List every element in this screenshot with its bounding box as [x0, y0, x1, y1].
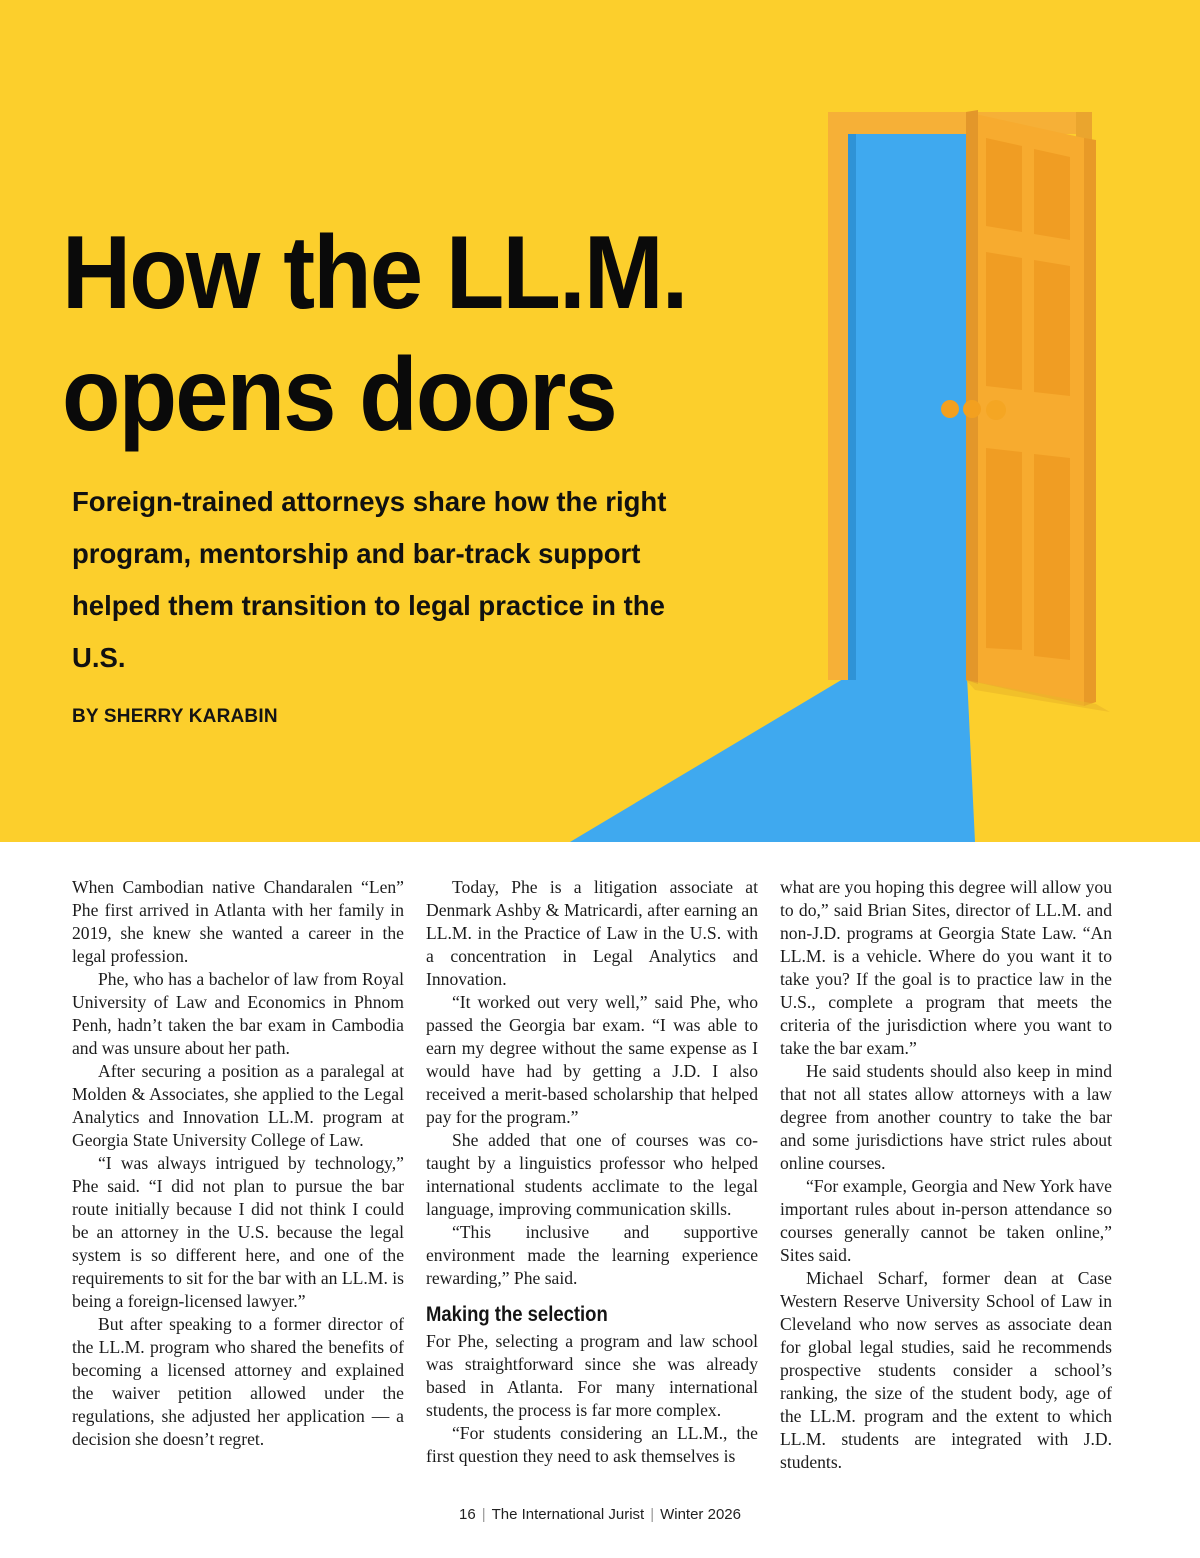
article-column-1	[72, 876, 404, 1451]
headline	[62, 212, 743, 456]
paragraph: Phe, who has a bachelor of law from Royal University of Law and Economics in Phnom Penh, hadn’t taken the bar exam in Cambodia and was unsure about her path.	[72, 969, 404, 1058]
footer-divider: |	[481, 1506, 486, 1523]
footer-divider: |	[650, 1506, 655, 1523]
paragraph: “This inclusive and supportive environment made the learning experience rewarding,” Phe said.	[426, 1222, 758, 1288]
section-subhead: Making the selection	[426, 1303, 608, 1326]
article-column-3	[780, 876, 1112, 1474]
paragraph: Michael Scharf, former dean at Case Western Reserve University School of Law in Cleveland who now serves as associate dean for global legal studies, said he recommends prospective students consider a school’s ranking, the size of the student body, age of the LL.M. program and the extent to which LL.M. students are integrated with J.D. students.	[780, 1268, 1112, 1472]
paragraph: “For students considering an LL.M., the first question they need to ask themselves is	[426, 1423, 758, 1466]
page-footer	[0, 1506, 1200, 1523]
paragraph: But after speaking to a former director of the LL.M. program who shared the benefits of becoming a licensed attorney and explained the waiver petition allowed under the regulations, she adjusted her application — a decision she doesn’t regret.	[72, 1314, 404, 1449]
headline-line-2: opens doors	[62, 337, 616, 453]
byline: BY SHERRY KARABIN	[72, 706, 278, 727]
paragraph: She added that one of courses was co-taught by a linguistics professor who helped international students acclimate to the legal language, improving communication skills.	[426, 1130, 758, 1219]
paragraph: For Phe, selecting a program and law school was straightforward since she was already based in Atlanta. For many international students, the process is far more complex.	[426, 1331, 758, 1420]
issue-date: Winter 2026	[660, 1506, 741, 1523]
page-number: 16	[459, 1506, 476, 1523]
paragraph: “I was always intrigued by technology,” Phe said. “I did not plan to pursue the bar route initially because I did not think I could be an attorney in the U.S. because the legal system is so different here, and one of the requirements to sit for the bar with an LL.M. is being a foreign-licensed lawyer.”	[72, 1153, 404, 1311]
paragraph: He said students should also keep in mind that not all states allow attorneys with a law degree from another country to take the bar and some jurisdictions have strict rules about online courses.	[780, 1061, 1112, 1173]
paragraph: Today, Phe is a litigation associate at Denmark Ashby & Matricardi, after earning an LL.M. in the Practice of Law in the U.S. with a concentration in Legal Analytics and Innovation.	[426, 877, 758, 989]
paragraph: “For example, Georgia and New York have important rules about in-person attendance so courses generally cannot be taken online,” Sites said.	[780, 1176, 1112, 1265]
dek: Foreign-trained attorneys share how the right program, mentorship and bar-track support helped them transition to legal practice in the U.S.	[72, 486, 667, 673]
headline-line-1: How the LL.M.	[62, 215, 687, 331]
publication-name: The International Jurist	[491, 1506, 645, 1523]
paragraph: what are you hoping this degree will allow you to do,” said Brian Sites, director of LL.M. and non-J.D. programs at Georgia State Law. “An LL.M. is a vehicle. Where do you want it to take you? If the goal is to practice law in the U.S., complete a program that meets the criteria of the jurisdiction where you want to take the bar exam.”	[780, 877, 1112, 1058]
article-column-2	[426, 876, 758, 1468]
paragraph: After securing a position as a paralegal at Molden & Associates, she applied to the Legal Analytics and Innovation LL.M. program at Georgia State University College of Law.	[72, 1061, 404, 1150]
paragraph: “It worked out very well,” said Phe, who passed the Georgia bar exam. “I was able to earn my degree without the same expense as I would have had by getting a J.D. I also received a merit-based scholarship that helped pay for the program.”	[426, 992, 758, 1127]
paragraph: When Cambodian native Chandaralen “Len” Phe first arrived in Atlanta with her family in 2019, she knew she wanted a career in the legal profession.	[72, 877, 404, 966]
